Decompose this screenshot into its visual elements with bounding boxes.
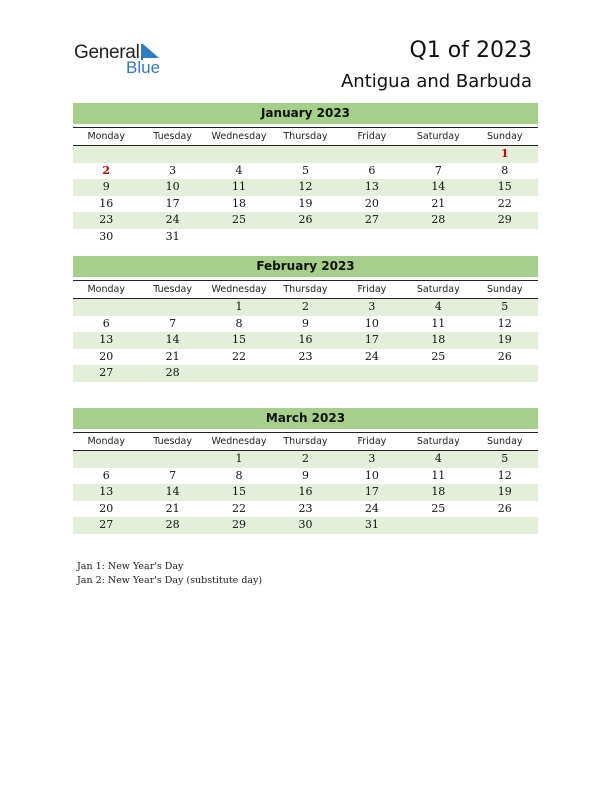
day-cell: 2 [301,452,309,465]
day-cell: 26 [298,213,313,227]
week-row [73,332,538,349]
month-calendar-march [73,408,538,534]
holiday-note: Jan 1: New Year's Day [77,561,184,572]
day-cell: 8 [501,163,509,177]
day-cell: 24 [364,349,379,363]
week-row [73,484,538,501]
weekday-label: Monday [87,436,125,447]
weekday-header-row [73,127,538,146]
day-cell: 7 [169,316,177,330]
day-cell: 3 [368,452,376,465]
day-cell: 9 [102,180,110,194]
day-cell: 11 [431,468,446,482]
week-row [73,229,538,246]
day-cell: 22 [232,349,247,363]
day-cell: 10 [165,180,180,194]
day-cell: 27 [364,213,379,227]
day-cell: 23 [298,501,313,515]
day-cell: 19 [298,196,313,210]
weekday-label: Tuesday [153,436,192,447]
day-cell: 1 [235,300,243,313]
weekday-label: Wednesday [211,284,267,295]
empty-day-cell [339,365,405,382]
week-row [73,468,538,485]
day-cell: 14 [165,485,180,499]
day-cell: 16 [298,485,313,499]
day-cell: 24 [165,213,180,227]
week-row [73,196,538,213]
day-cell: 29 [232,518,247,532]
day-cell: 19 [497,485,512,499]
weekday-label: Saturday [416,284,460,295]
day-cell: 4 [434,300,442,313]
month-weeks [73,299,538,382]
weekday-label: Thursday [283,284,328,295]
day-cell: 26 [497,349,512,363]
day-cell: 6 [368,163,376,177]
month-header: March 2023 [73,408,538,429]
weekday-label: Wednesday [211,436,267,447]
weekday-label: Friday [357,284,387,295]
empty-day-cell [472,229,538,246]
weekday-label: Sunday [486,284,523,295]
day-cell: 9 [301,316,309,330]
day-cell: 11 [431,316,446,330]
month-calendar-january [73,103,538,246]
empty-day-cell [206,229,272,246]
empty-day-cell [139,146,205,163]
week-row [73,299,538,316]
day-cell: 19 [497,333,512,347]
day-cell: 25 [431,349,446,363]
empty-day-cell [206,146,272,163]
day-cell: 15 [232,333,247,347]
empty-day-cell [272,365,338,382]
holiday-note: Jan 2: New Year's Day (substitute day) [77,574,263,586]
logo-text-general: General [74,42,140,63]
day-cell: 13 [99,333,114,347]
weekday-label: Thursday [283,436,328,447]
day-cell: 16 [99,196,114,210]
month-weeks [73,146,538,246]
country-name: Antigua and Barbuda [340,71,532,92]
day-cell: 12 [497,316,512,330]
week-row [73,316,538,333]
day-cell: 28 [431,213,446,227]
page-title: Q1 of 2023 [409,38,532,63]
weekday-label: Sunday [486,436,523,447]
day-cell: 27 [99,366,114,380]
day-cell: 27 [99,518,114,532]
day-cell: 18 [431,485,446,499]
weekday-label: Monday [87,284,125,295]
day-cell: 13 [99,485,114,499]
day-cell: 7 [169,468,177,482]
empty-day-cell [139,451,205,468]
weekday-label: Monday [87,131,125,142]
empty-day-cell [139,299,205,316]
weekday-label: Friday [357,131,387,142]
day-cell: 8 [235,468,243,482]
month-weeks [73,451,538,534]
week-row [73,349,538,366]
day-cell: 7 [434,163,442,177]
empty-day-cell [272,146,338,163]
day-cell: 6 [102,468,110,482]
month-header: January 2023 [73,103,538,124]
day-cell: 10 [364,316,379,330]
day-cell: 12 [298,180,313,194]
generalblue-logo [74,42,174,78]
weekday-label: Wednesday [211,131,267,142]
week-row [73,451,538,468]
empty-day-cell [405,365,471,382]
day-cell: 3 [368,300,376,313]
weekday-label: Tuesday [153,131,192,142]
day-cell: 4 [434,452,442,465]
day-cell: 18 [232,196,247,210]
weekday-label: Saturday [416,436,460,447]
holiday-notes [77,560,262,587]
day-cell: 10 [364,468,379,482]
day-cell: 17 [364,333,379,347]
day-cell: 25 [431,501,446,515]
day-cell: 22 [497,196,512,210]
weekday-label: Friday [357,436,387,447]
day-cell: 20 [364,196,379,210]
day-cell: 26 [497,501,512,515]
day-cell: 30 [99,229,114,243]
day-cell: 24 [364,501,379,515]
day-cell: 31 [165,229,180,243]
day-cell: 12 [497,468,512,482]
day-cell: 1 [500,147,509,160]
day-cell: 5 [301,163,309,177]
day-cell: 23 [99,213,114,227]
empty-day-cell [339,146,405,163]
empty-day-cell [405,229,471,246]
day-cell: 28 [165,366,180,380]
day-cell: 29 [497,213,512,227]
week-row [73,501,538,518]
day-cell: 17 [165,196,180,210]
weekday-label: Thursday [283,131,328,142]
day-cell: 18 [431,333,446,347]
weekday-label: Sunday [486,131,523,142]
empty-day-cell [472,365,538,382]
day-cell: 21 [165,501,180,515]
empty-day-cell [405,517,471,534]
month-calendar-february [73,256,538,382]
month-header: February 2023 [73,256,538,277]
weekday-label: Saturday [416,131,460,142]
day-cell: 14 [165,333,180,347]
logo-text-blue: Blue [126,58,161,77]
day-cell: 1 [235,452,243,465]
day-cell: 21 [165,349,180,363]
day-cell: 9 [301,468,309,482]
week-row [73,517,538,534]
empty-day-cell [73,451,139,468]
week-row [73,212,538,229]
day-cell: 31 [364,518,379,532]
day-cell: 3 [169,163,177,177]
day-cell: 17 [364,485,379,499]
week-row [73,179,538,196]
week-row [73,146,538,163]
day-cell: 2 [102,163,111,177]
weekday-header-row [73,432,538,451]
empty-day-cell [73,146,139,163]
day-cell: 8 [235,316,243,330]
empty-day-cell [73,299,139,316]
day-cell: 11 [232,180,247,194]
day-cell: 30 [298,518,313,532]
day-cell: 25 [232,213,247,227]
week-row [73,365,538,382]
week-row [73,163,538,180]
day-cell: 20 [99,501,114,515]
empty-day-cell [272,229,338,246]
day-cell: 4 [235,163,243,177]
day-cell: 5 [501,300,509,313]
day-cell: 2 [301,300,309,313]
day-cell: 28 [165,518,180,532]
day-cell: 14 [431,180,446,194]
day-cell: 5 [501,452,509,465]
day-cell: 16 [298,333,313,347]
day-cell: 21 [431,196,446,210]
day-cell: 15 [232,485,247,499]
day-cell: 22 [232,501,247,515]
day-cell: 20 [99,349,114,363]
day-cell: 13 [364,180,379,194]
day-cell: 15 [497,180,512,194]
empty-day-cell [339,229,405,246]
day-cell: 6 [102,316,110,330]
day-cell: 23 [298,349,313,363]
empty-day-cell [206,365,272,382]
weekday-header-row [73,280,538,299]
weekday-label: Tuesday [153,284,192,295]
empty-day-cell [405,146,471,163]
empty-day-cell [472,517,538,534]
